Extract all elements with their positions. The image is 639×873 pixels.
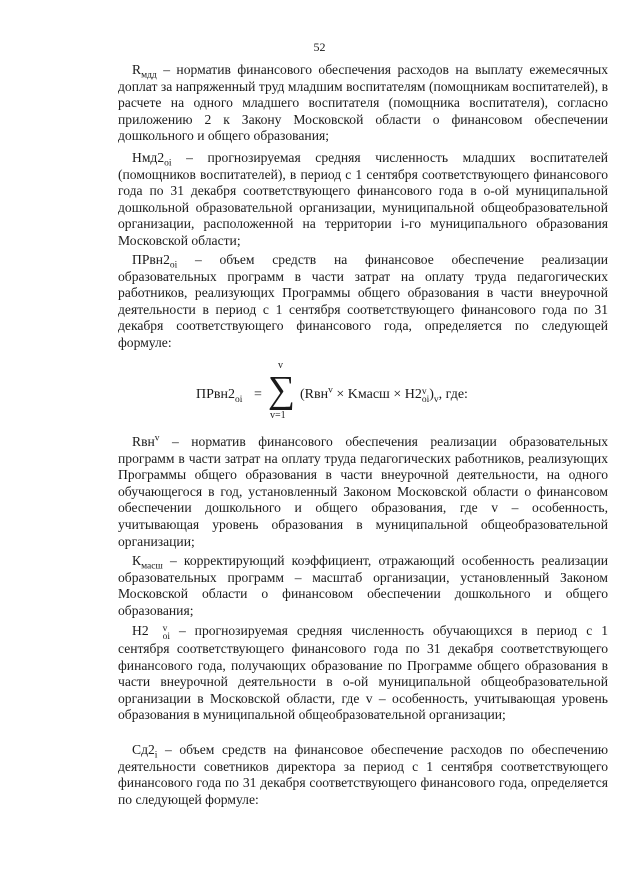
paragraph-n2 — [118, 623, 608, 724]
paragraph-sd2 — [118, 742, 608, 808]
paragraph-r-mdd — [118, 62, 608, 145]
symbol-subscript: i — [154, 750, 158, 761]
symbol: Нмд2 — [132, 150, 165, 165]
definition-text: – норматив финансового обеспечения реализации образовательных программ в части затрат на оплату труда педагогических работников, реализующих Программы общего образования в части внеурочной деятельности, на одного обучающегося в год, установленный Законом Московской области о финансовом обеспечении дошкольного и общего образования, где v – особенность, учитывающая уровень образования в муниципальной общеобразовательной организации; — [118, 434, 608, 549]
symbol: Н2 — [132, 623, 149, 638]
page-number: 52 — [313, 40, 326, 54]
symbol-subscript: мдд — [141, 70, 157, 81]
symbol: R — [132, 62, 142, 77]
symbol: Сд2 — [132, 742, 155, 757]
paragraph-nmd2 — [118, 150, 608, 250]
definition-text: – прогнозируемая средняя численность обучающихся в период с 1 сентября соответствующего финансового года по 31 декабря соответствующего финансового года, получающих образование по Программе общего образования в части внеурочной деятельности в о-ой муниципальной общеобразовательной организации в Московской области, где v – особенность, учитывающая уровень образования в муниципальной общеобразовательной организации; — [118, 623, 608, 723]
symbol: Rвн — [132, 434, 155, 449]
symbol-indices: v oi — [162, 624, 171, 642]
definition-text: – норматив финансового обеспечения расходов на выплату ежемесячных доплат за напряженный труд младшим воспитателям (помощникам воспитателей), в расчете на одного младшего воспитателя (помощника воспитателя), согласно приложению 2 к Закону Московской области о финансовом обеспечении дошкольного и общего образования; — [118, 62, 608, 144]
formula-prvn2 — [196, 360, 576, 422]
symbol-subscript: oi — [169, 260, 178, 271]
symbol-subscript: oi — [164, 158, 172, 169]
definition-text: – объем средств на финансовое обеспечение расходов по обеспечению деятельности советников директора за период с 1 сентября соответствующего финансового года по 31 декабря соответствующего финансового года, определяется по следующей формуле: — [118, 742, 608, 807]
sum-upper-limit: v — [278, 360, 283, 371]
definition-text: – корректирующий коэффициент, отражающий особенность реализации образовательных программ – масштаб организации, установленный Законом Московской области о финансовом обеспечении дошкольного и общего образования; — [118, 553, 608, 618]
paragraph-rvn — [118, 434, 608, 550]
sum-lower-limit: v=1 — [270, 410, 286, 421]
paragraph-kmassh — [118, 553, 608, 619]
symbol-superscript: v — [154, 433, 160, 444]
definition-text: – объем средств на финансовое обеспечение реализации образовательных программ в части затрат на оплату труда педагогических работников, реализующих Программы общего образования в части внеурочной деятельности в период с 1 сентября соответствующего финансового года по 31 декабря соответствующего финансового года, определяется по следующей формуле: — [118, 252, 608, 350]
summation-sign: ∑ — [268, 369, 296, 411]
symbol-subscript: масш — [141, 561, 163, 572]
formula-lhs: $ПРвн2_{oi}$ — [196, 387, 243, 405]
symbol: ПРвн2 — [132, 252, 170, 267]
paragraph-prvn2 — [118, 252, 608, 352]
formula-body: (Rвн$^v$ × Kмасш × H2 v oi )$_v$, где: — [300, 385, 468, 405]
definition-text: – прогнозируемая средняя численность младших воспитателей (помощников воспитателей), в период с 1 сентября соответствующего финансового года по 31 декабря соответствующего финансового года в о-ой муниципальной дошкольной образовательной организации, муниципальной общеобразовательной организации, расположенной на территории i-го муниципального образования Московской области; — [118, 150, 608, 248]
symbol: К — [132, 553, 142, 568]
formula-equals: = — [254, 387, 262, 402]
